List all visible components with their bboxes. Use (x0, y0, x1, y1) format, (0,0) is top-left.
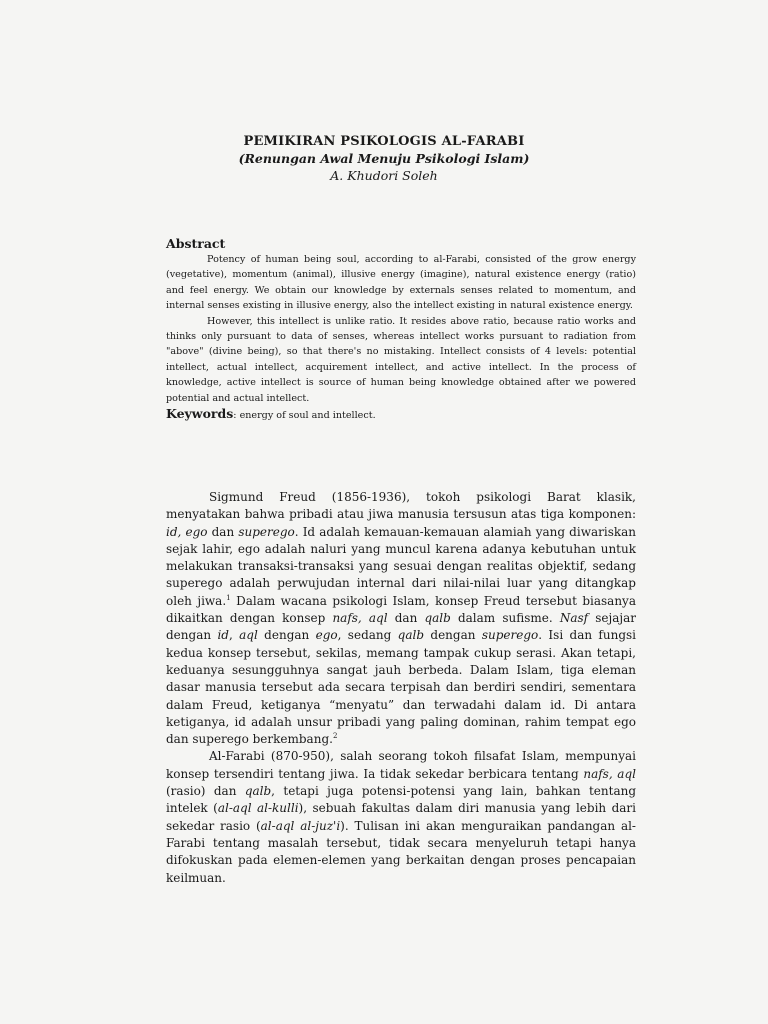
paper-title: PEMIKIRAN PSIKOLOGIS AL-FARABI (243, 134, 525, 149)
abstract-section (166, 236, 636, 424)
italic-term: superego (238, 524, 295, 539)
italic-term: al-aql al-juz'i (260, 818, 341, 833)
italic-term: nafs, aql (332, 611, 388, 626)
body-paragraph-2 (166, 748, 636, 886)
text-run: , sedang (337, 628, 398, 643)
title-block (0, 133, 768, 184)
italic-term: ego (315, 628, 338, 643)
paper-author: A. Khudori Soleh (330, 168, 438, 183)
text-run: dengan (257, 628, 316, 643)
keywords-label: Keywords (166, 406, 234, 422)
italic-term: superego (481, 628, 539, 643)
text-run: dalam sufisme. (450, 611, 560, 626)
text-run: dengan (424, 628, 482, 643)
text-run: dan (387, 611, 425, 626)
text-run: sejajar dengan (166, 611, 636, 643)
abstract-paragraph-1: Potency of human being soul, according to al-Farabi, consisted of the grow energy (vegetative), momentum (animal), illusive energy (imagine), natural existence energy (ratio) and feel energy. We obtain our knowledge by externals senses related to momentum, and internal senses existing in illusive energy, also the intellect existing in natural existence energy. (166, 254, 636, 312)
text-run: dan (207, 524, 239, 539)
text-run: (rasio) dan (166, 784, 245, 799)
footnote-ref[interactable]: 2 (332, 732, 338, 741)
keywords-text: : energy of soul and intellect. (233, 410, 376, 422)
text-run: ), sebuah fakultas dalam diri manusia yang lebih dari sekedar rasio ( (166, 801, 636, 833)
italic-term: qalb (244, 784, 272, 799)
footnote-ref[interactable]: 1 (226, 593, 231, 602)
keywords-line (166, 406, 636, 424)
text-run: ). Tulisan ini akan menguraikan pandangan al-Farabi tentang masalah tersebut, tidak secara menyeluruh tetapi hanya difokuskan pada elemen-elemen yang berkaitan dengan proses pencapaian keilmuan. (166, 818, 636, 885)
italic-term: Nasf (559, 611, 589, 626)
text-run: . Isi dan fungsi kedua konsep tersebut, sekilas, memang tampak cukup serasi. Akan tetapi, keduanya sesungguhnya sangat jauh berbeda. Dalam Islam, tiga eleman dasar manusia tersebut ada secara terpisah dan berdiri sendiri, sementara dalam Freud, ketiganya “menyatu” dan terwadahi dalam id. Di antara ketiganya, id adalah unsur pribadi yang paling dominan, rahim tempat ego dan superego berkembang. (166, 628, 636, 747)
italic-term: al-aql al-kulli (217, 801, 299, 816)
abstract-heading: Abstract (166, 236, 226, 251)
text-run: . Id adalah kemauan-kemauan alamiah yang diwariskan sejak lahir, ego adalah naluri yang muncul karena adanya kebutuhan untuk melakukan transaksi-transaksi yang sesuai dengan realitas objektif, sedang superego adalah perwujudan internal dari nilai-nilai luar yang ditangkap oleh jiwa. (166, 524, 637, 608)
text-run: , tetapi juga potensi-potensi yang lain, bahkan tentang intelek ( (166, 784, 637, 816)
italic-term: id (217, 628, 229, 643)
body-paragraph-1 (166, 489, 636, 748)
italic-term: qalb (424, 611, 451, 626)
text-run: , (228, 628, 240, 643)
text-run: Dalam wacana psikologi Islam, konsep Freud tersebut biasanya dikaitkan dengan konsep (166, 593, 636, 626)
italic-term: nafs, aql (583, 766, 636, 781)
italic-term: aql (239, 628, 258, 643)
paper-subtitle: (Renungan Awal Menuju Psikologi Islam) (238, 151, 530, 166)
text-run: Sigmund Freud (1856-1936), tokoh psikologi Barat klasik, menyatakan bahwa pribadi atau jiwa manusia tersusun atas tiga komponen: (166, 490, 636, 522)
body-text (166, 489, 636, 887)
italic-term: id, ego (166, 524, 208, 539)
italic-term: qalb (397, 628, 425, 643)
abstract-paragraph-2: However, this intellect is unlike ratio. It resides above ratio, because ratio works and thinks only pursuant to data of senses, whereas intellect works pursuant to radiation from "above" (divine being), so that there's no mistaking. Intellect consists of 4 levels: potential intellect, actual intellect, acquirement intellect, and active intellect. In the process of knowledge, active intellect is source of human being knowledge obtained after we powered potential and actual intellect. (166, 315, 636, 404)
text-run: Al-Farabi (870-950), salah seorang tokoh filsafat Islam, mempunyai konsep tersendiri tentang jiwa. Ia tidak sekedar berbicara tentang (166, 749, 636, 781)
